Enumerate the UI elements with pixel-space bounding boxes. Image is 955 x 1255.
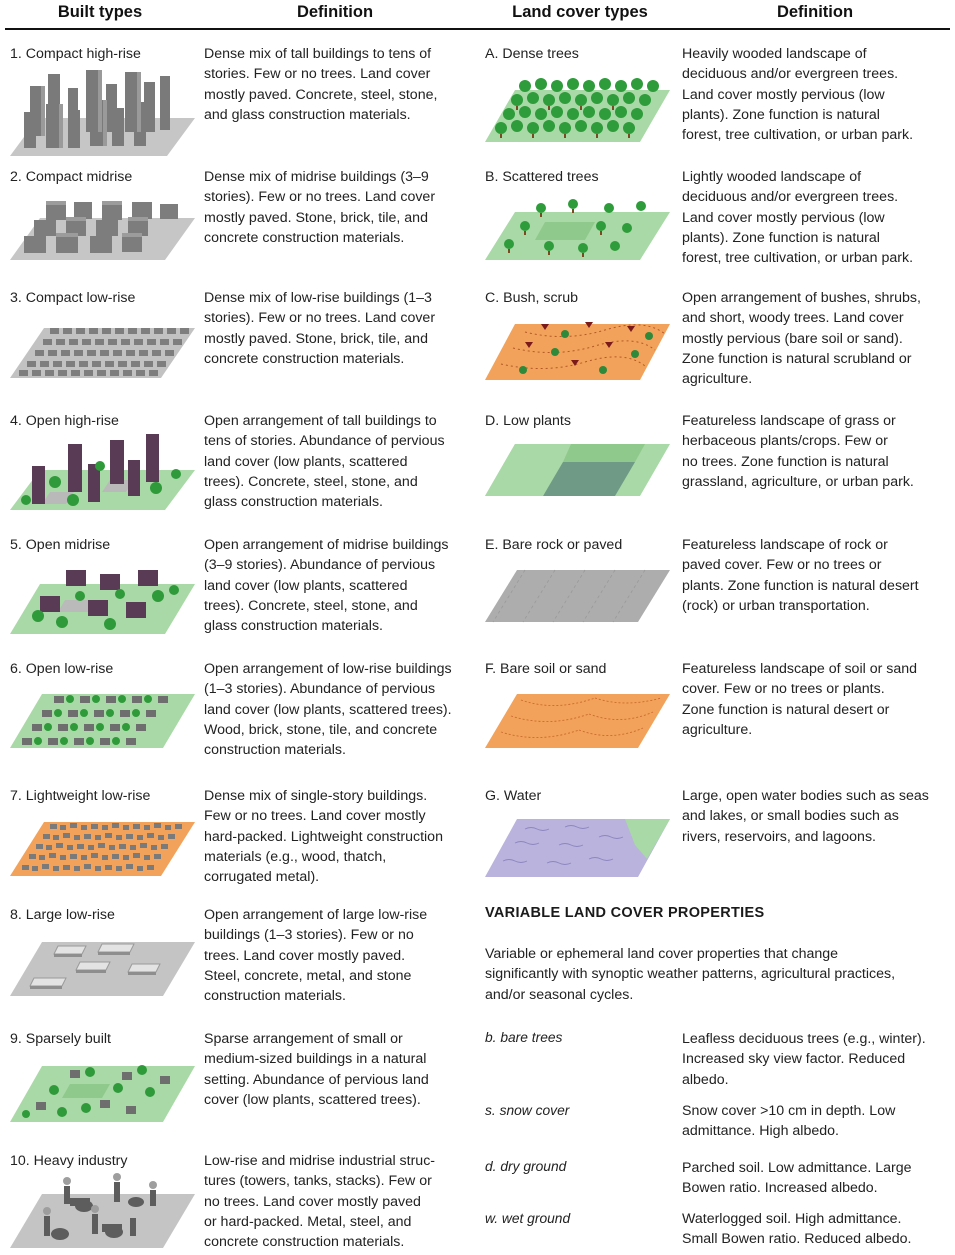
built-title: 9. Sparsely built [10, 1031, 111, 1047]
compact-midrise-illustration [10, 190, 195, 265]
land-title: F. Bare soil or sand [485, 661, 607, 677]
built-title: 6. Open low-rise [10, 661, 114, 677]
built-definition: Dense mix of low-rise buildings (1–3 stories). Few or no trees. Land cover mostly paved. Stone, brick, tile, and concrete construction materials. [204, 290, 436, 367]
built-definition: Open arrangement of tall buildings to tens of stories. Abundance of pervious land cover (low plants, scattered trees). Concrete, steel, stone, and glass construction materials. [204, 413, 445, 511]
land-definition: Heavily wooded landscape of deciduous and/or evergreen trees. Land cover mostly pervious (low plants). Zone function is natural forest, tree cultivation, or urban park. [682, 46, 914, 144]
sparsely-built-illustration [10, 1050, 195, 1126]
built-definition: Open arrangement of midrise buildings (3–9 stories). Abundance of pervious land cover (low plants, scattered trees). Concrete, steel, stone, and glass construction materials. [204, 537, 449, 635]
land-title: A. Dense trees [485, 46, 579, 62]
built-title: 4. Open high-rise [10, 413, 119, 429]
built-definition: Dense mix of single-story buildings. Few or no trees. Land cover mostly hard-packed. Lightweight construction materials (e.g., wood, thatch, corrugated metal). [204, 788, 443, 886]
built-title: 3. Compact low-rise [10, 290, 136, 306]
land-definition: Lightly wooded landscape of deciduous and/or evergreen trees. Land cover mostly pervious (low plants). Zone function is natural forest, tree cultivation, or urban park. [682, 169, 914, 267]
built-title: 7. Lightweight low-rise [10, 788, 151, 804]
variable-section-title: VARIABLE LAND COVER PROPERTIES [485, 905, 765, 921]
header-built-definition: Definition [296, 3, 374, 21]
built-definition: Dense mix of tall buildings to tens of stories. Few or no trees. Land cover mostly paved. Concrete, steel, stone, and glass construction materials. [204, 46, 438, 123]
variable-term: d. dry ground [485, 1159, 567, 1174]
land-title: B. Scattered trees [485, 169, 599, 185]
variable-definition: Leafless deciduous trees (e.g., winter). Increased sky view factor. Reduced albedo. [682, 1031, 926, 1088]
built-title: 10. Heavy industry [10, 1153, 128, 1169]
land-title: D. Low plants [485, 413, 571, 429]
compact-lowrise-illustration [10, 312, 195, 382]
large-lowrise-illustration [10, 928, 195, 1000]
scattered-trees-illustration [485, 192, 670, 264]
land-definition: Large, open water bodies such as seas and lakes, or small bodies such as rivers, reservoirs, and lagoons. [682, 788, 929, 845]
built-definition: Sparse arrangement of small or medium-sized buildings in a natural setting. Abundance of pervious land cover (low plants, scattered trees). [204, 1031, 429, 1108]
lightweight-lowrise-illustration [10, 810, 195, 880]
variable-term: b. bare trees [485, 1030, 563, 1045]
land-definition: Featureless landscape of rock or paved cover. Few or no trees or plants. Zone function is natural desert (rock) or urban transportation. [682, 537, 919, 614]
header-rule [5, 28, 950, 30]
built-title: 8. Large low-rise [10, 907, 115, 923]
variable-term: w. wet ground [485, 1211, 571, 1226]
compact-highrise-illustration [10, 66, 195, 161]
open-highrise-illustration [10, 430, 195, 515]
variable-definition: Snow cover >10 cm in depth. Low admittance. High albedo. [682, 1103, 896, 1140]
heavy-industry-illustration [10, 1172, 195, 1252]
built-title: 2. Compact midrise [10, 169, 133, 185]
bare-soil-sand-illustration [485, 690, 670, 752]
built-definition: Dense mix of midrise buildings (3–9 stories). Few or no trees. Land cover mostly paved. Stone, brick, tile, and concrete construction materials. [204, 169, 436, 246]
bush-scrub-illustration [485, 318, 670, 384]
land-title: C. Bush, scrub [485, 290, 579, 306]
built-definition: Open arrangement of large low-rise buildings (1–3 stories). Few or no trees. Land cover mostly paved. Steel, concrete, metal, and stone construction materials. [204, 907, 428, 1005]
land-title: E. Bare rock or paved [485, 537, 623, 553]
dense-trees-illustration [485, 68, 670, 146]
land-definition: Open arrangement of bushes, shrubs, and short, woody trees. Land cover mostly pervious (bare soil or sand). Zone function is natural scrubland or agriculture. [682, 290, 921, 388]
header-built-types: Built types [57, 3, 143, 21]
open-lowrise-illustration [10, 680, 195, 752]
built-title: 5. Open midrise [10, 537, 111, 553]
land-definition: Featureless landscape of soil or sand cover. Few or no trees or plants. Zone function is natural desert or agriculture. [682, 661, 918, 738]
land-title: G. Water [485, 788, 542, 804]
water-illustration [485, 815, 670, 881]
header-land-definition: Definition [776, 3, 854, 21]
header-land-cover-types: Land cover types [512, 3, 648, 21]
bare-rock-paved-illustration [485, 566, 670, 626]
variable-term: s. snow cover [485, 1103, 570, 1118]
low-plants-illustration [485, 440, 670, 500]
built-definition: Low-rise and midrise industrial struc- tures (towers, tanks, stacks). Few or no trees. Land cover mostly paved or hard-packed. Metal, steel, and concrete construction materials. [204, 1153, 436, 1251]
built-definition: Open arrangement of low-rise buildings (1–3 stories). Abundance of pervious land cover (low plants, scattered trees). Wood, brick, stone, tile, and concrete construction materials. [204, 661, 452, 759]
variable-definition: Parched soil. Low admittance. Large Bowen ratio. Increased albedo. [682, 1160, 912, 1197]
land-definition: Featureless landscape of grass or herbaceous plants/crops. Few or no trees. Zone function is natural grassland, agriculture, or urban park. [682, 413, 914, 490]
variable-definition: Waterlogged soil. High admittance. Small Bowen ratio. Reduced albedo. [682, 1211, 912, 1248]
variable-section-intro: Variable or ephemeral land cover properties that change significantly with synoptic weather patterns, agricultural practices, and/or seasonal cycles. [485, 946, 896, 1003]
open-midrise-illustration [10, 560, 195, 638]
built-title: 1. Compact high-rise [10, 46, 141, 62]
